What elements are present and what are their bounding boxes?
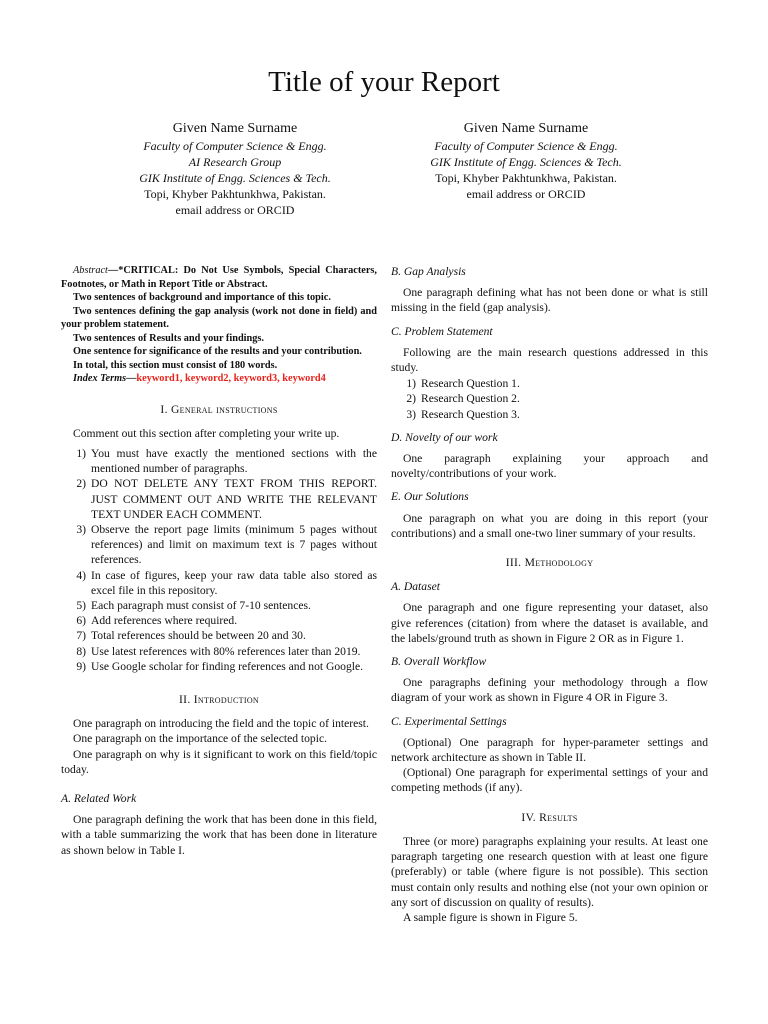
list-item: 6) Add references where required. (76, 614, 238, 628)
report-title: Title of your Report (268, 66, 500, 98)
subsection-heading-problem-statement: C. Problem Statement (391, 324, 493, 338)
right-column (391, 264, 708, 925)
abstract-label: Abstract (73, 265, 108, 276)
author-block-1 (85, 120, 385, 218)
author-name: Given Name Surname (172, 121, 298, 136)
list-item: 1) You must have exactly the mentioned sections with the mentioned number of paragraphs. (76, 446, 377, 476)
paragraph: Three (or more) paragraphs explaining your results. At least one paragraph targeting one research question with at least one figure (preferably) or table (where figure is not possible). This section must contain only results and nothing else (not your own opinion or any sort of discussion on quality of results). (391, 834, 708, 909)
list-item: 1) Research Question 1. (406, 377, 520, 391)
list-item: 3) Observe the report page limits (minimum 5 pages without references) and limit on maximum text is 7 pages without references. (76, 522, 377, 567)
section-heading-methodology: III. Methodology (505, 556, 594, 570)
list-item: 2) DO NOT DELETE ANY TEXT FROM THIS REPORT. JUST COMMENT OUT AND WRITE THE RELEVANT TEXT UNDER EACH COMMENT. (76, 477, 377, 521)
paragraph: One paragraph defining the work that has been done in this field, with a table summarizing the work that has been done in literature as shown below in Table I. (61, 813, 377, 857)
author-block-2 (376, 120, 676, 202)
author-affiliation: Faculty of Computer Science & Engg. (434, 139, 618, 153)
list-item: 3) Research Question 3. (406, 407, 520, 421)
research-questions-list (391, 376, 708, 422)
paragraph: (Optional) One paragraph for experimental settings of your and competing methods (if any). (391, 766, 708, 795)
section-heading-general-instructions: I. General instructions (160, 402, 278, 416)
subsection-heading-dataset: A. Dataset (391, 580, 440, 594)
paragraph: One paragraph on why is it significant to work on this field/topic today. (61, 747, 377, 776)
subsection-heading-our-solutions: E. Our Solutions (391, 490, 469, 504)
paragraph: One paragraph defining what has not been done or what is still missing in the field (gap analysis). (391, 286, 708, 315)
paragraph: One paragraph and one figure representing your dataset, also give references (citation) from where the dataset is available, and the labels/ground truth as shown in Figure 2 OR as in Figure 1. (391, 601, 708, 645)
list-item: 2) Research Question 2. (406, 392, 520, 406)
list-item: 4) In case of figures, keep your raw data table also stored as excel file in this repository. (76, 568, 377, 597)
list-item: 9) Use Google scholar for finding references and not Google. (76, 659, 364, 673)
abstract-line: Two sentences defining the gap analysis (work not done in field) and your problem statement. (61, 305, 377, 330)
list-item: 7) Total references should be between 20 and 30. (76, 629, 306, 643)
author-location: Topi, Khyber Pakhtunkhwa, Pakistan. (435, 171, 617, 185)
instructions-list (61, 446, 377, 674)
author-contact: email address or ORCID (466, 187, 586, 201)
index-terms-label: Index Terms (73, 373, 127, 384)
left-column (61, 264, 377, 858)
author-affiliation: GIK Institute of Engg. Sciences & Tech. (430, 155, 622, 169)
author-location: Topi, Khyber Pakhtunkhwa, Pakistan. (144, 187, 326, 201)
list-item: 8) Use latest references with 80% references later than 2019. (76, 644, 361, 658)
subsection-heading-experimental-settings: C. Experimental Settings (391, 714, 507, 728)
author-name: Given Name Surname (463, 121, 589, 136)
list-item: 5) Each paragraph must consist of 7-10 sentences. (76, 598, 311, 612)
abstract-line: Two sentences of background and importance of this topic. (73, 292, 331, 303)
author-affiliation: AI Research Group (188, 155, 282, 169)
author-contact: email address or ORCID (175, 203, 295, 217)
section-heading-introduction: II. Introduction (179, 692, 259, 706)
abstract (61, 264, 377, 372)
paragraph: A sample figure is shown in Figure 5. (403, 910, 578, 924)
author-affiliation: Faculty of Computer Science & Engg. (143, 139, 327, 153)
paragraph: One paragraphs defining your methodology through a flow diagram of your work as shown in Figure 4 OR in Figure 3. (391, 676, 708, 705)
abstract-line: One sentence for significance of the results and your contribution. (73, 346, 362, 357)
paragraph: One paragraph explaining your approach and novelty/contributions of your work. (391, 452, 708, 481)
paragraph: One paragraph on introducing the field and the topic of interest. (73, 717, 369, 731)
subsection-heading-gap-analysis: B. Gap Analysis (391, 265, 466, 278)
author-affiliation: GIK Institute of Engg. Sciences & Tech. (139, 171, 331, 185)
abstract-line: In total, this section must consist of 180 words. (73, 359, 278, 371)
subsection-heading-novelty: D. Novelty of our work (391, 430, 498, 444)
subsection-heading-overall-workflow: B. Overall Workflow (391, 655, 487, 669)
paragraph: Comment out this section after completing your write up. (73, 426, 340, 440)
subsection-heading-related-work: A. Related Work (61, 791, 137, 805)
section-heading-results: IV. Results (521, 810, 578, 824)
paragraph: One paragraph on what you are doing in this report (your contributions) and a small one-two liner summary of your results. (391, 511, 708, 540)
index-terms: Index Terms—keyword1, keyword2, keyword3, keyword4 (73, 373, 326, 384)
paragraph: Following are the main research questions addressed in this study. (391, 345, 708, 375)
paragraph: (Optional) One paragraph for hyper-parameter settings and network architecture as shown in Table II. (391, 735, 708, 765)
paragraph: One paragraph on the importance of the selected topic. (73, 732, 327, 746)
index-terms-keywords: keyword1, keyword2, keyword3, keyword4 (136, 373, 326, 384)
abstract-critical: —*CRITICAL: Do Not Use Symbols, Special Characters, Footnotes, or Math in Report Title or Abstract. (61, 265, 377, 290)
abstract-line: Two sentences of Results and your findings. (73, 332, 264, 344)
